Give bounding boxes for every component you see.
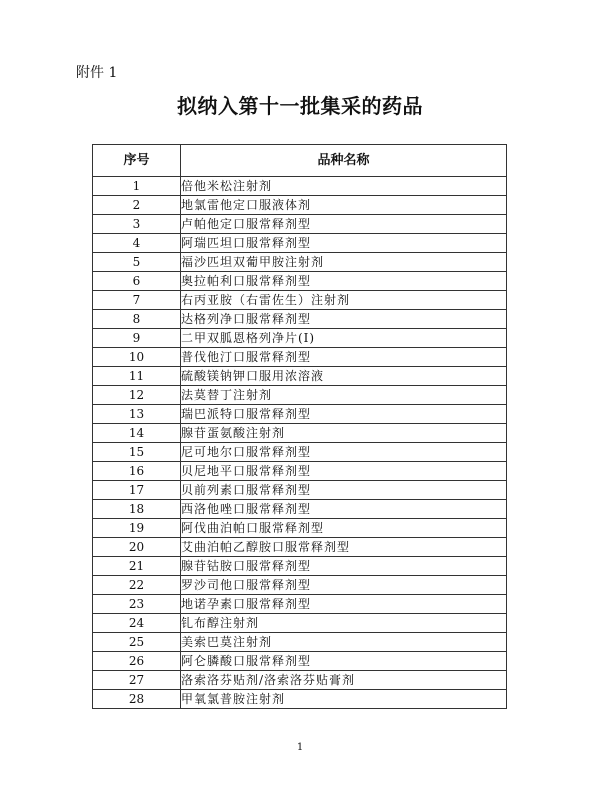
row-drug-name: 达格列净口服常释剂型	[181, 310, 507, 329]
row-index: 19	[93, 519, 181, 538]
row-drug-name: 奥拉帕利口服常释剂型	[181, 272, 507, 291]
row-drug-name: 艾曲泊帕乙醇胺口服常释剂型	[181, 538, 507, 557]
attachment-label: 附件 1	[76, 65, 118, 81]
table-row	[93, 405, 507, 424]
row-index: 4	[93, 234, 181, 253]
table-row	[93, 652, 507, 671]
table-row	[93, 272, 507, 291]
table-row	[93, 196, 507, 215]
row-index: 23	[93, 595, 181, 614]
table-body	[93, 177, 507, 709]
row-drug-name: 瑞巴派特口服常释剂型	[181, 405, 507, 424]
table-row	[93, 253, 507, 272]
row-index: 8	[93, 310, 181, 329]
row-index: 27	[93, 671, 181, 690]
row-index: 18	[93, 500, 181, 519]
row-drug-name: 阿瑞匹坦口服常释剂型	[181, 234, 507, 253]
table-row	[93, 234, 507, 253]
row-drug-name: 甲氧氯普胺注射剂	[181, 690, 507, 709]
row-drug-name: 卢帕他定口服常释剂型	[181, 215, 507, 234]
row-drug-name: 阿仑膦酸口服常释剂型	[181, 652, 507, 671]
row-index: 22	[93, 576, 181, 595]
table-row	[93, 481, 507, 500]
table-row	[93, 215, 507, 234]
table-row	[93, 690, 507, 709]
table-row	[93, 462, 507, 481]
table-row	[93, 177, 507, 196]
row-index: 11	[93, 367, 181, 386]
table-row	[93, 671, 507, 690]
row-drug-name: 右丙亚胺（右雷佐生）注射剂	[181, 291, 507, 310]
row-index: 13	[93, 405, 181, 424]
row-drug-name: 西洛他唑口服常释剂型	[181, 500, 507, 519]
row-index: 2	[93, 196, 181, 215]
table-header-row	[93, 145, 507, 177]
row-drug-name: 倍他米松注射剂	[181, 177, 507, 196]
row-index: 24	[93, 614, 181, 633]
table-row	[93, 576, 507, 595]
document-title: 拟纳入第十一批集采的药品	[177, 94, 423, 118]
table-row	[93, 424, 507, 443]
row-index: 1	[93, 177, 181, 196]
table-row	[93, 500, 507, 519]
row-drug-name: 福沙匹坦双葡甲胺注射剂	[181, 253, 507, 272]
row-drug-name: 罗沙司他口服常释剂型	[181, 576, 507, 595]
table-row	[93, 348, 507, 367]
row-index: 7	[93, 291, 181, 310]
row-drug-name: 贝尼地平口服常释剂型	[181, 462, 507, 481]
table-row	[93, 538, 507, 557]
row-index: 15	[93, 443, 181, 462]
header-drug-name: 品种名称	[181, 145, 507, 177]
row-index: 6	[93, 272, 181, 291]
table-row	[93, 614, 507, 633]
row-drug-name: 美索巴莫注射剂	[181, 633, 507, 652]
table-row	[93, 367, 507, 386]
row-index: 21	[93, 557, 181, 576]
table-row	[93, 557, 507, 576]
row-index: 25	[93, 633, 181, 652]
table-row	[93, 386, 507, 405]
table-row	[93, 329, 507, 348]
row-index: 17	[93, 481, 181, 500]
row-index: 5	[93, 253, 181, 272]
row-index: 10	[93, 348, 181, 367]
row-drug-name: 二甲双胍恩格列净片(Ⅰ)	[181, 329, 507, 348]
table-row	[93, 633, 507, 652]
drug-list-table	[92, 144, 507, 709]
row-index: 16	[93, 462, 181, 481]
table-row	[93, 595, 507, 614]
table-row	[93, 443, 507, 462]
row-drug-name: 阿伐曲泊帕口服常释剂型	[181, 519, 507, 538]
table-row	[93, 291, 507, 310]
row-drug-name: 尼可地尔口服常释剂型	[181, 443, 507, 462]
row-index: 20	[93, 538, 181, 557]
row-drug-name: 硫酸镁钠钾口服用浓溶液	[181, 367, 507, 386]
row-index: 14	[93, 424, 181, 443]
row-drug-name: 普伐他汀口服常释剂型	[181, 348, 507, 367]
table-row	[93, 310, 507, 329]
row-drug-name: 洛索洛芬贴剂/洛索洛芬贴膏剂	[181, 671, 507, 690]
row-drug-name: 钆布醇注射剂	[181, 614, 507, 633]
row-drug-name: 地诺孕素口服常释剂型	[181, 595, 507, 614]
row-index: 26	[93, 652, 181, 671]
row-index: 3	[93, 215, 181, 234]
row-drug-name: 腺苷钴胺口服常释剂型	[181, 557, 507, 576]
row-drug-name: 腺苷蛋氨酸注射剂	[181, 424, 507, 443]
row-drug-name: 地氯雷他定口服液体剂	[181, 196, 507, 215]
page-number: 1	[296, 742, 304, 753]
row-index: 28	[93, 690, 181, 709]
row-index: 12	[93, 386, 181, 405]
table-row	[93, 519, 507, 538]
header-index: 序号	[93, 145, 181, 177]
row-drug-name: 贝前列素口服常释剂型	[181, 481, 507, 500]
row-index: 9	[93, 329, 181, 348]
row-drug-name: 法莫替丁注射剂	[181, 386, 507, 405]
